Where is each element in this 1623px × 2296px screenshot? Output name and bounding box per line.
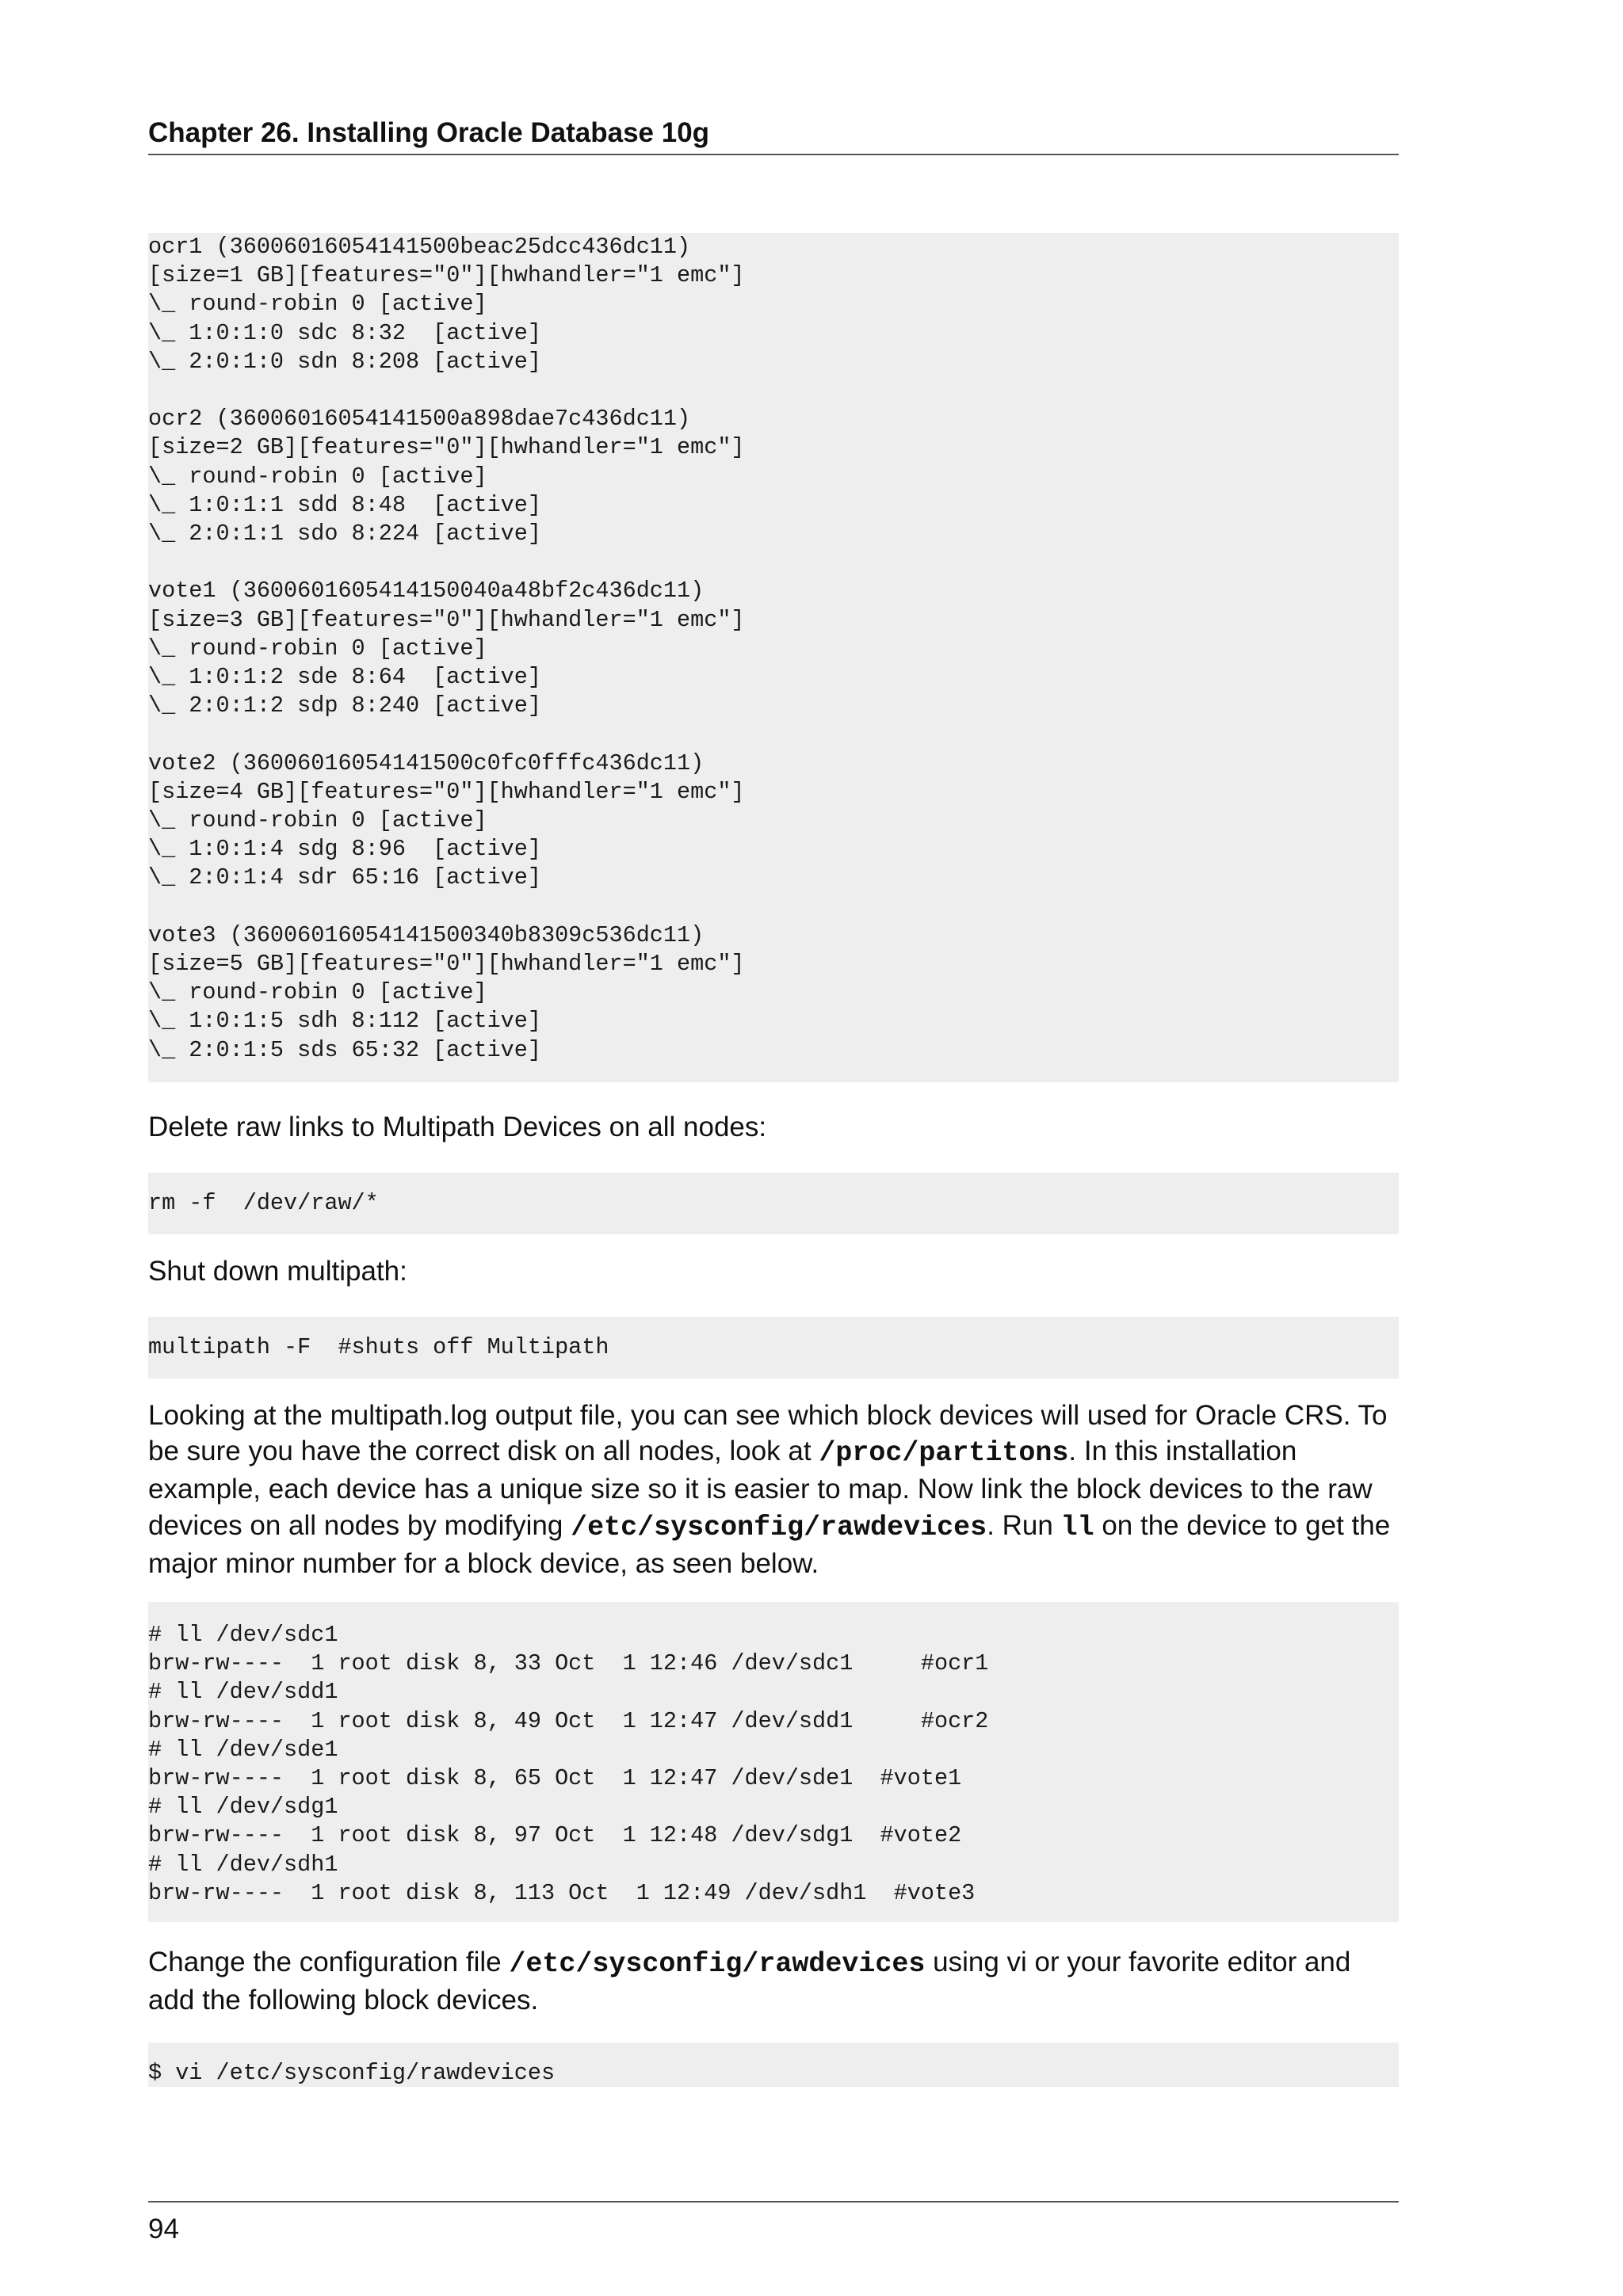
paragraph-delete-raw-links: Delete raw links to Multipath Devices on all nodes: bbox=[148, 1112, 767, 1142]
code-block-multipath-list: ocr1 (36006016054141500beac25dcc436dc11) [size=1 GB][features="0"][hwhandler="1 emc"] \_ round-robin 0 [active] \_ 1:0:1:0 sdc 8:32 [active] \_ 2:0:1:0 sdn 8:208 [active] ocr2 (36006016054141500a898dae7c436dc11) [size=2 GB][features="0"][hwhandler="1 emc"] \_ round-robin 0 [active] \_ 1:0:1:1 sdd 8:48 [active] \_ 2:0:1:1 sdo 8:224 [active] vote1 (3600601605414150040a48bf2c436dc11) [size=3 GB][features="0"][hwhandler="1 emc"] \_ round-robin 0 [active] \_ 1:0:1:2 sde 8:64 [active] \_ 2:0:1:2 sdp 8:240 [active] vote2 (36006016054141500c0fc0fffc436dc11) [size=4 GB][features="0"][hwhandler="1 emc"] \_ round-robin 0 [active] \_ 1:0:1:4 sdg 8:96 [active] \_ 2:0:1:4 sdr 65:16 [active] vote3 (36006016054141500340b8309c536dc11) [size=5 GB][features="0"][hwhandler="1 emc"] \_ round-robin 0 [active] \_ 1:0:1:5 sdh 8:112 [active] \_ 2:0:1:5 sds 65:32 [active] bbox=[148, 233, 1399, 1082]
text-run: . Run bbox=[987, 1509, 1061, 1541]
inline-code-proc-partitons: /proc/partitons bbox=[819, 1437, 1069, 1470]
text-run: Change the configuration file bbox=[148, 1947, 510, 1978]
inline-code-rawdevices-path: /etc/sysconfig/rawdevices bbox=[509, 1948, 926, 1980]
inline-code-ll: ll bbox=[1060, 1511, 1094, 1543]
text-run: using vi or your favorite editor and add the following block devices. bbox=[148, 1947, 1351, 2016]
text-run: Looking at the multipath.log output file, you can see which block devices will used for Oracle CRS. To be sure you have the correct disk on all nodes, look at bbox=[148, 1400, 1388, 1467]
text-run: . In this installation example, each device has a unique size so it is easier to map. Now link the block devices to the raw devices on all nodes by modifying bbox=[148, 1436, 1373, 1541]
code-block-ll-listing: # ll /dev/sdc1 brw-rw---- 1 root disk 8, 33 Oct 1 12:46 /dev/sdc1 #ocr1 # ll /dev/sdd1 brw-rw---- 1 root disk 8, 49 Oct 1 12:47 /dev/sdd1 #ocr2 # ll /dev/sde1 brw-rw---- 1 root disk 8, 65 Oct 1 12:47 /dev/sde1 #vote1 # ll /dev/sdg1 brw-rw---- 1 root disk 8, 97 Oct 1 12:48 /dev/sdg1 #vote2 # ll /dev/sdh1 brw-rw---- 1 root disk 8, 113 Oct 1 12:49 /dev/sdh1 #vote3 bbox=[148, 1602, 1399, 1922]
code-block-vi-rawdevices: $ vi /etc/sysconfig/rawdevices bbox=[148, 2042, 1399, 2087]
running-header bbox=[148, 116, 1399, 155]
chapter-title: Chapter 26. Installing Oracle Database 10g bbox=[148, 117, 710, 148]
paragraph-change-config-file bbox=[148, 1944, 1399, 2018]
running-footer bbox=[148, 2201, 1399, 2247]
code-block-rm-raw: rm -f /dev/raw/* bbox=[148, 1173, 1399, 1234]
paragraph-shut-down-multipath: Shut down multipath: bbox=[148, 1256, 407, 1287]
inline-code-rawdevices-path: /etc/sysconfig/rawdevices bbox=[571, 1511, 987, 1543]
text-run: on the device to get the major minor number for a block device, as seen below. bbox=[148, 1509, 1391, 1579]
page-number: 94 bbox=[148, 2214, 179, 2245]
code-block-multipath-off: multipath -F #shuts off Multipath bbox=[148, 1317, 1399, 1379]
paragraph-looking-at-multipath-log bbox=[148, 1398, 1399, 1581]
